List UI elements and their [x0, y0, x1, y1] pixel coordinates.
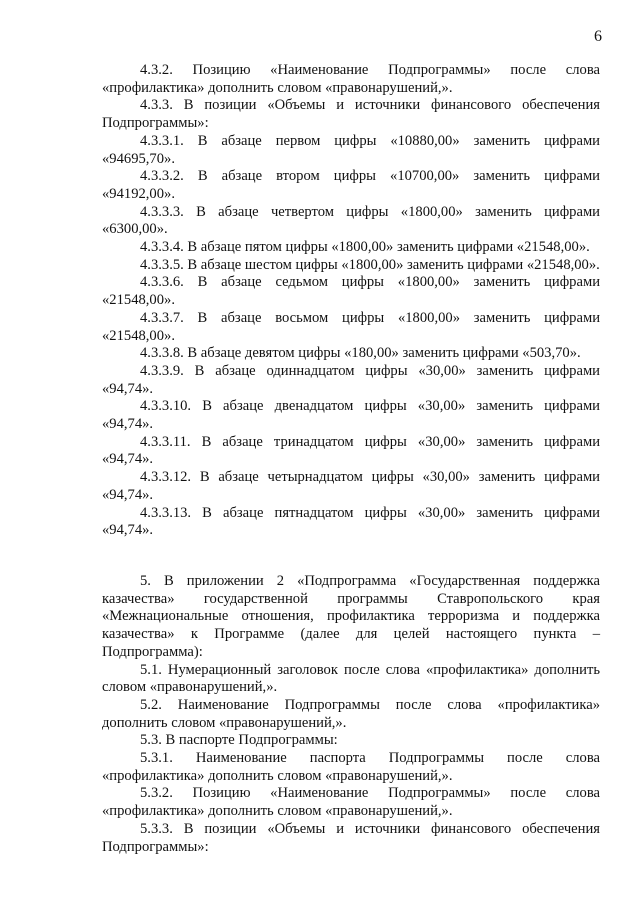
- paragraph-5-3-2: 5.3.2. Позицию «Наименование Подпрограммы» после слова «профилактика» дополнить словом «правонарушений,».: [102, 785, 600, 820]
- paragraph-4-3-3-9: 4.3.3.9. В абзаце одиннадцатом цифры «30,00» заменить цифрами «94,74».: [102, 362, 600, 397]
- page-number: 6: [594, 28, 602, 45]
- paragraph-4-3-3-5: 4.3.3.5. В абзаце шестом цифры «1800,00» заменить цифрами «21548,00».: [140, 256, 600, 273]
- paragraph-4-3-3: 4.3.3. В позиции «Объемы и источники финансового обеспечения Подпрограммы»:: [102, 97, 600, 132]
- paragraph-4-3-3-11: 4.3.3.11. В абзаце тринадцатом цифры «30,00» заменить цифрами «94,74».: [102, 433, 600, 468]
- paragraph-4-3-3-2: 4.3.3.2. В абзаце втором цифры «10700,00» заменить цифрами «94192,00».: [102, 168, 600, 202]
- paragraph-4-3-3-12: 4.3.3.12. В абзаце четырнадцатом цифры «30,00» заменить цифрами «94,74».: [102, 469, 600, 503]
- paragraph-4-3-3-7: 4.3.3.7. В абзаце восьмом цифры «1800,00» заменить цифрами «21548,00».: [102, 309, 600, 344]
- paragraph-4-3-3-8: 4.3.3.8. В абзаце девятом цифры «180,00» заменить цифрами «503,70».: [140, 345, 581, 362]
- paragraph-4-3-3-6: 4.3.3.6. В абзаце седьмом цифры «1800,00» заменить цифрами «21548,00».: [102, 274, 600, 309]
- paragraph-4-3-3-13: 4.3.3.13. В абзаце пятнадцатом цифры «30,00» заменить цифрами «94,74».: [102, 504, 600, 539]
- paragraph-5-3-3: 5.3.3. В позиции «Объемы и источники финансового обеспечения Подпрограммы»:: [102, 820, 600, 855]
- paragraph-5-1: 5.1. Нумерационный заголовок после слова «профилактика» дополнить словом «правонарушений,».: [102, 661, 600, 696]
- paragraph-4-3-3-4: 4.3.3.4. В абзаце пятом цифры «1800,00» заменить цифрами «21548,00».: [140, 239, 590, 256]
- paragraph-4-3-2: 4.3.2. Позицию «Наименование Подпрограммы» после слова «профилактика» дополнить словом «правонарушений,».: [102, 62, 600, 96]
- paragraph-5-3: 5.3. В паспорте Подпрограммы:: [140, 732, 338, 749]
- paragraph-4-3-3-1: 4.3.3.1. В абзаце первом цифры «10880,00» заменить цифрами «94695,70».: [102, 132, 600, 167]
- paragraph-5-3-1: 5.3.1. Наименование паспорта Подпрограммы после слова «профилактика» дополнить словом «правонарушений,».: [102, 750, 600, 784]
- section-gap: [102, 540, 600, 573]
- paragraph-4-3-3-10: 4.3.3.10. В абзаце двенадцатом цифры «30,00» заменить цифрами «94,74».: [102, 398, 600, 433]
- document-body: [102, 62, 600, 856]
- paragraph-5: 5. В приложении 2 «Подпрограмма «Государственная поддержка казачества» государственной программы Ставропольского края «Межнациональные отношения, профилактика терроризма и поддержка казачества» к Программе (далее для целей настоящего пункта – Подпрограмма):: [102, 572, 600, 660]
- paragraph-5-2: 5.2. Наименование Подпрограммы после слова «профилактика» дополнить словом «правонарушений,».: [102, 696, 600, 731]
- paragraph-4-3-3-3: 4.3.3.3. В абзаце четвертом цифры «1800,00» заменить цифрами «6300,00».: [102, 203, 600, 238]
